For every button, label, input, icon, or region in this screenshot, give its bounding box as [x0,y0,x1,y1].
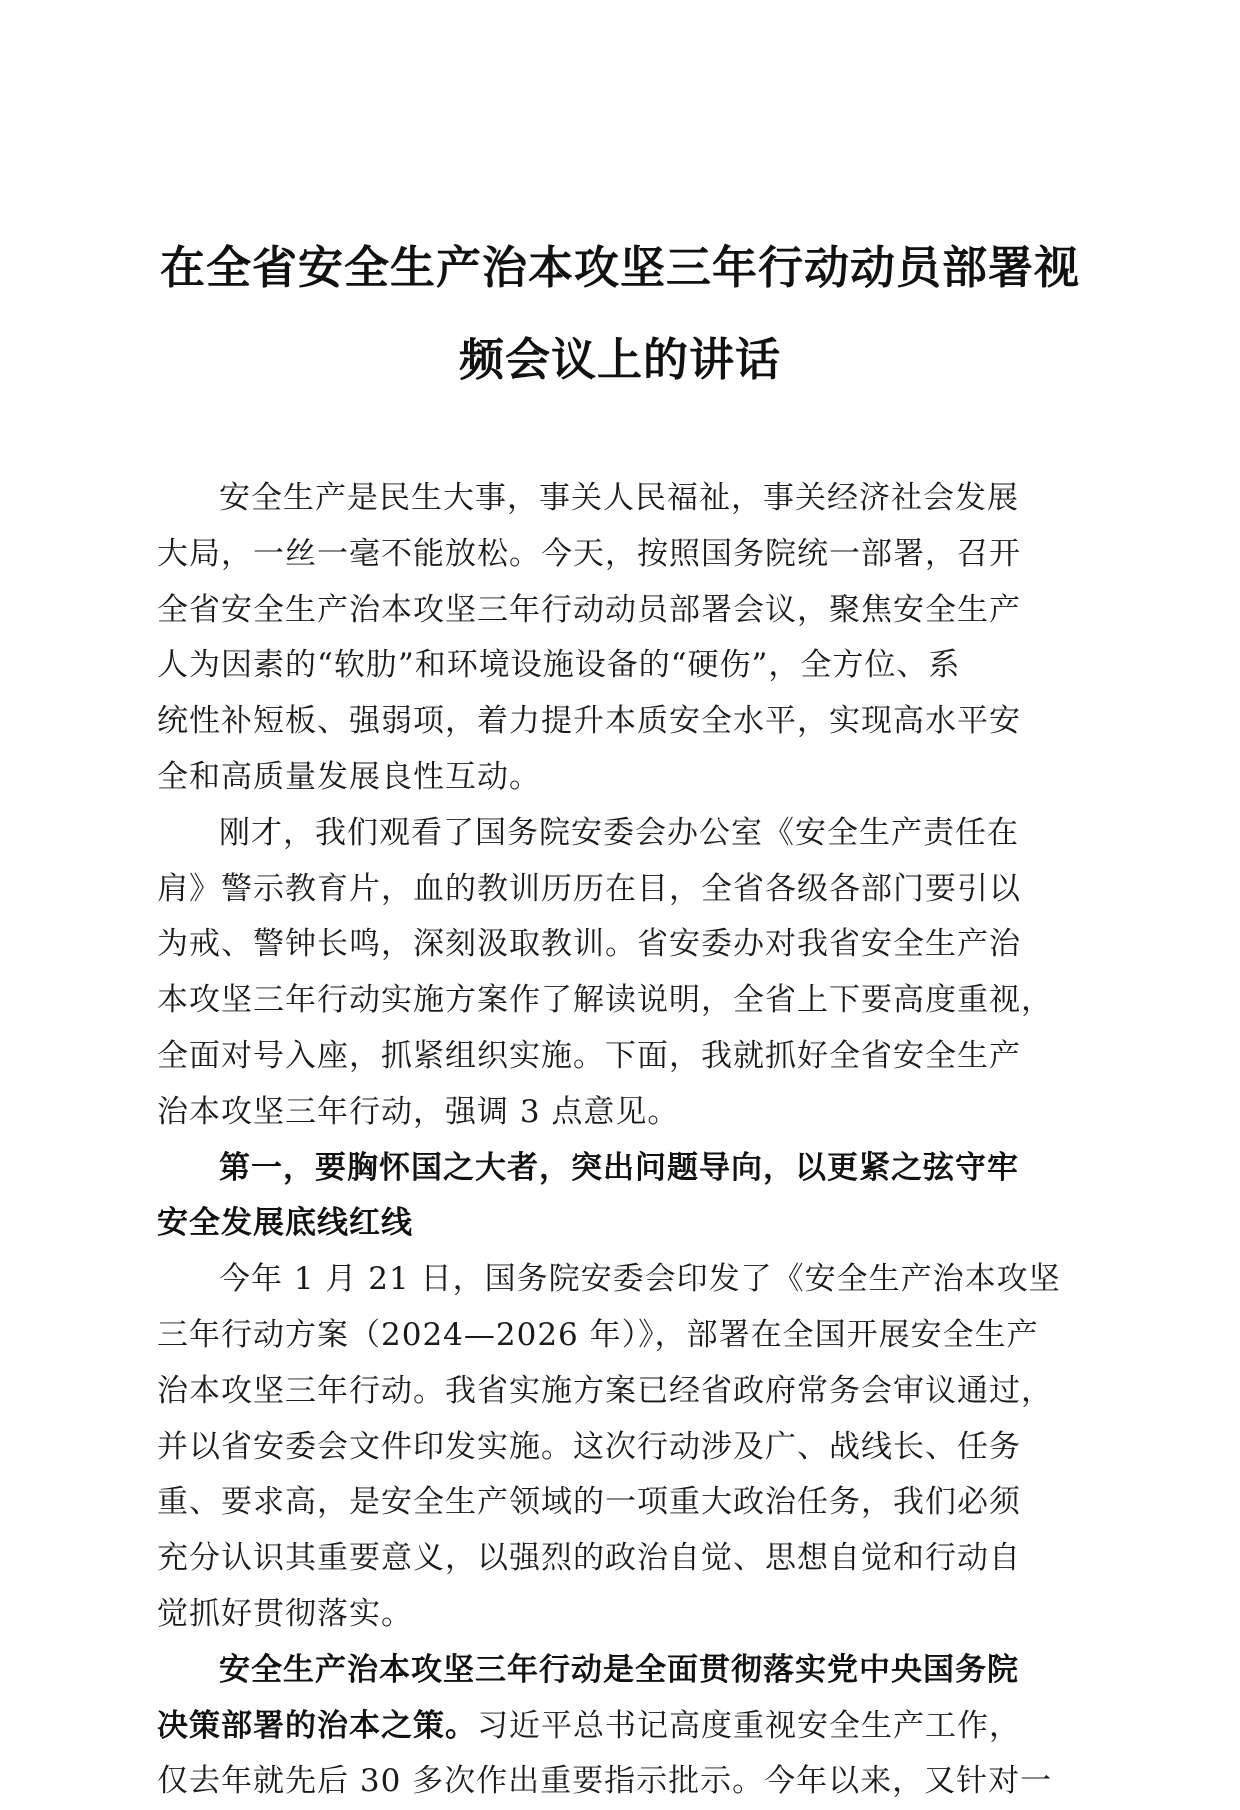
text-line: 治本攻坚三年行动。我省实施方案已经省政府常务会审议通过， [157,1372,1053,1409]
text-line: 大局，一丝一毫不能放松。今天，按照国务院统一部署，召开 [157,535,1021,572]
text-line: 全和高质量发展良性互动。 [157,758,541,795]
text-line: 肩》警示教育片，血的教训历历在目，全省各级各部门要引以 [157,870,1021,907]
heading-line: 第一，要胸怀国之大者，突出问题导向，以更紧之弦守牢 [219,1149,1019,1186]
text-line: 为戒、警钟长鸣，深刻汲取教训。省安委办对我省安全生产治 [157,926,1021,963]
document-body [157,471,1077,1810]
text-continuation: 习近平总书记高度重视安全生产工作， [477,1707,1021,1744]
bold-lead-text: 决策部署的治本之策。 [157,1707,477,1744]
text-line: 今年 1 月 21 日，国务院安委会印发了《安全生产治本攻坚 [219,1261,1061,1298]
mixed-text-line [157,1699,1077,1755]
text-line: 全面对号入座，抓紧组织实施。下面，我就抓好全省安全生产 [157,1037,1021,1074]
paragraph-3 [157,1252,1077,1643]
document-title [130,222,1110,406]
text-line: 觉抓好贯彻落实。 [157,1595,413,1632]
text-line: 仅去年就先后 30 多次作出重要指示批示。今年以来，又针对一 [157,1763,1053,1800]
text-line: 三年行动方案（2024—2026 年）》，部署在全国开展安全生产 [157,1316,1039,1353]
text-line: 本攻坚三年行动实施方案作了解读说明，全省上下要高度重视， [157,982,1053,1019]
text-line: 安全生产是民生大事，事关人民福祉，事关经济社会发展 [219,480,1019,516]
text-line: 并以省安委会文件印发实施。这次行动涉及广、战线长、任务 [157,1428,1021,1465]
text-line: 治本攻坚三年行动，强调 3 点意见。 [157,1093,680,1130]
section-heading-1 [157,1141,1077,1253]
heading-line: 安全发展底线红线 [157,1205,413,1242]
text-line: 全省安全生产治本攻坚三年行动动员部署会议，聚焦安全生产 [157,591,1021,628]
text-line: 充分认识其重要意义，以强烈的政治自觉、思想自觉和行动自 [157,1540,1021,1577]
title-line-1: 在全省安全生产治本攻坚三年行动动员部署视 [159,241,1080,294]
paragraph-1 [157,471,1077,806]
title-line-2: 频会议上的讲话 [458,333,781,386]
text-line: 刚才，我们观看了国务院安委会办公室《安全生产责任在 [219,814,1019,851]
paragraph-2 [157,806,1077,1141]
text-line: 统性补短板、强弱项，着力提升本质安全水平，实现高水平安 [157,703,1021,740]
bold-text-line: 安全生产治本攻坚三年行动是全面贯彻落实党中央国务院 [219,1651,1019,1688]
paragraph-4 [157,1643,1077,1810]
text-line: 重、要求高，是安全生产领域的一项重大政治任务，我们必须 [157,1484,1021,1521]
text-line: 人为因素的“软肋”和环境设施设备的“硬伤”，全方位、系 [157,647,961,684]
